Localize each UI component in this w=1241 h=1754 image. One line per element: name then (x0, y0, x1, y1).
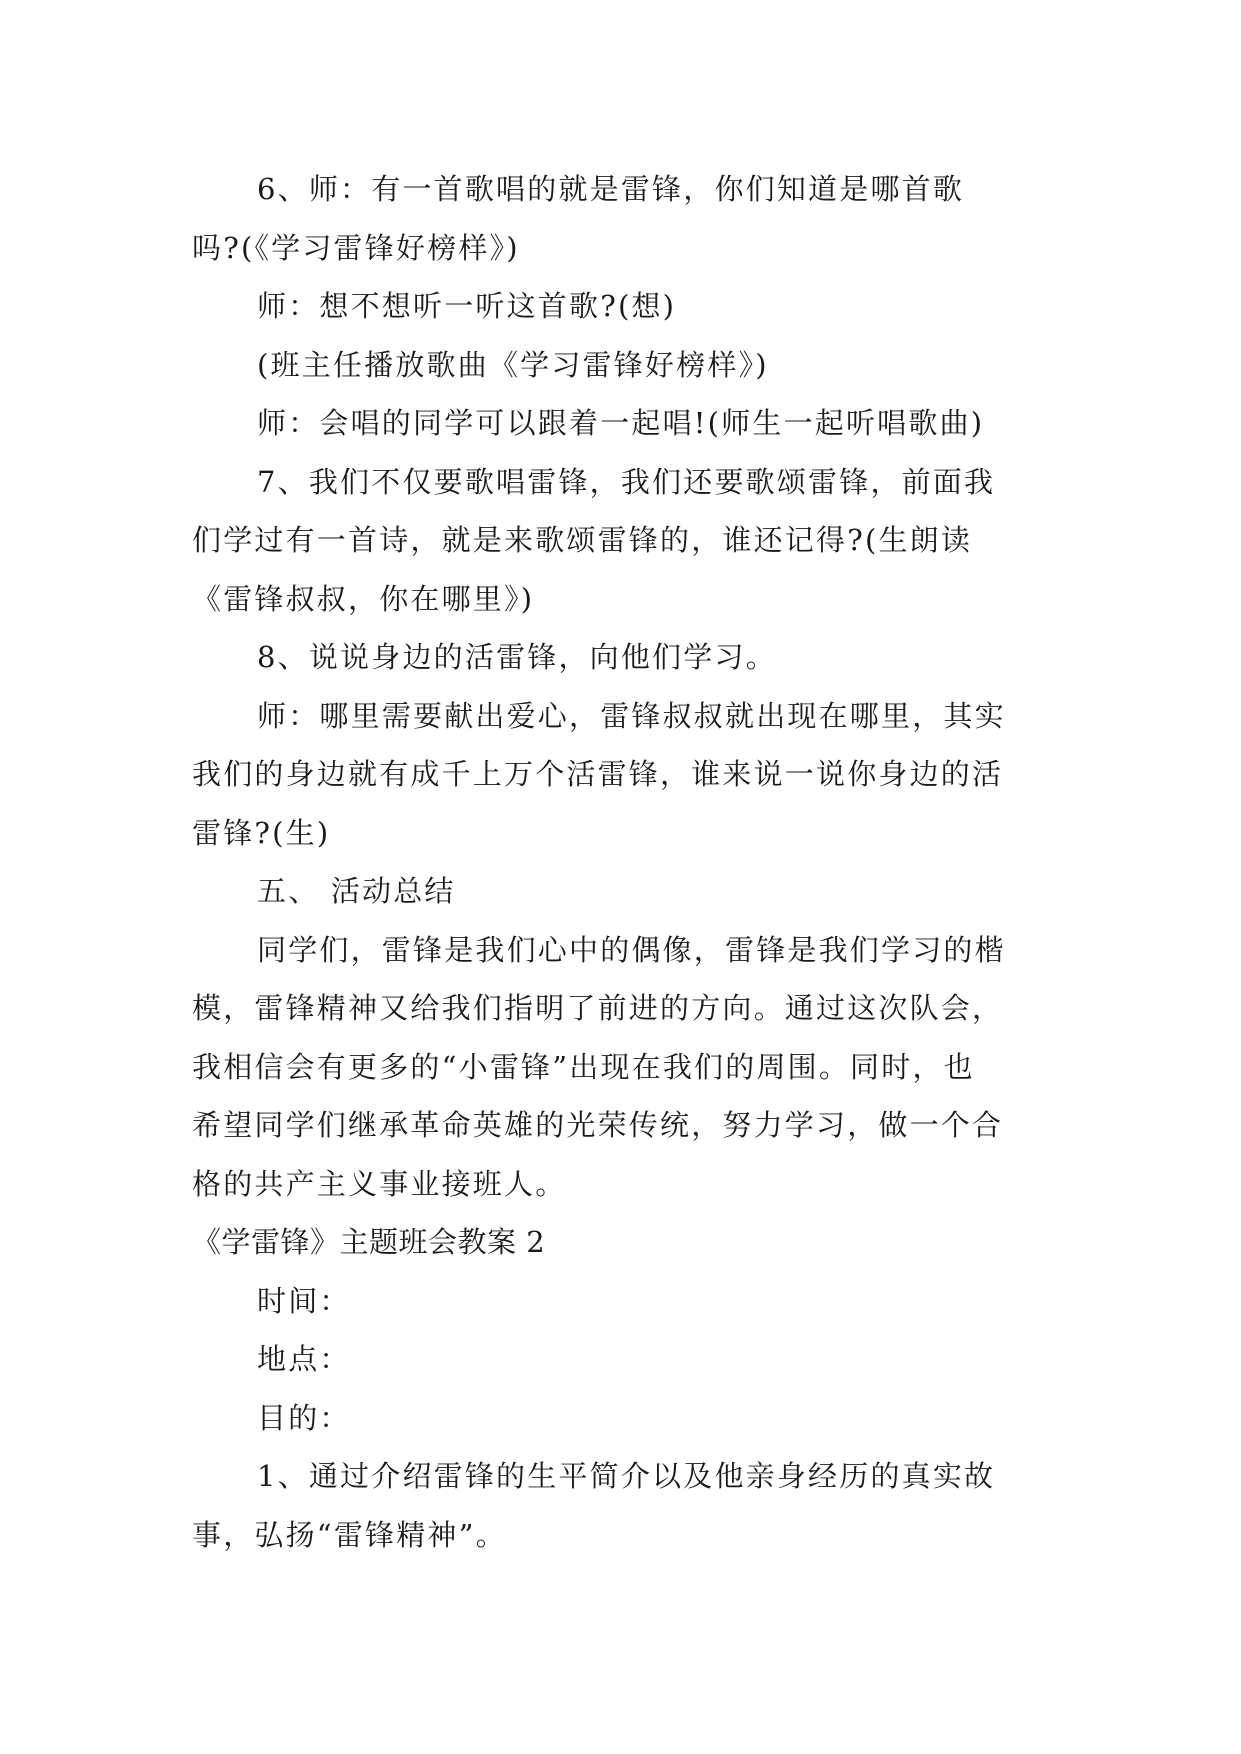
paragraph-line: 师：想不想听一听这首歌?(想) (257, 289, 677, 323)
paragraph-line: 师：会唱的同学可以跟着一起唱!(师生一起听唱歌曲) (257, 406, 985, 440)
paragraph-line: 7、我们不仅要歌唱雷锋，我们还要歌颂雷锋，前面我 (257, 464, 996, 499)
paragraph-line: 格的共产主义事业接班人。 (192, 1166, 567, 1201)
paragraph-line: 同学们，雷锋是我们心中的偶像，雷锋是我们学习的楷 (257, 932, 1006, 967)
paragraph-line: (班主任播放歌曲《学习雷锋好榜样》) (257, 347, 769, 382)
field-label-time: 时间： (257, 1283, 351, 1318)
paragraph-line: 模，雷锋精神又给我们指明了前进的方向。通过这次队会， (192, 991, 1004, 1025)
section-heading: 五、 活动总结 (257, 874, 456, 908)
paragraph-line: 我相信会有更多的“小雷锋”出现在我们的周围。同时，也 (192, 1049, 975, 1084)
paragraph-line: 希望同学们继承革命英雄的光荣传统，努力学习，做一个合 (192, 1108, 1004, 1142)
paragraph-line: 们学过有一首诗，就是来歌颂雷锋的，谁还记得?(生朗读 (192, 523, 973, 557)
paragraph-line: 8、说说身边的活雷锋，向他们学习。 (257, 640, 777, 674)
paragraph-line: 1、通过介绍雷锋的生平简介以及他亲身经历的真实故 (257, 1459, 996, 1493)
field-label-location: 地点： (257, 1342, 351, 1376)
paragraph-line: 6、师：有一首歌唱的就是雷锋，你们知道是哪首歌 (257, 172, 965, 206)
paragraph-line: 雷锋?(生) (192, 815, 331, 850)
paragraph-line: 吗?(《学习雷锋好榜样》) (192, 230, 520, 265)
paragraph-line: 我们的身边就有成千上万个活雷锋，谁来说一说你身边的活 (192, 757, 1004, 791)
paragraph-line: 《雷锋叔叔，你在哪里》) (192, 581, 535, 616)
document-body (192, 160, 1052, 1564)
field-label-purpose: 目的： (257, 1400, 351, 1435)
document-title: 《学雷锋》主题班会教案 2 (192, 1225, 546, 1259)
paragraph-line: 事，弘扬“雷锋精神”。 (192, 1517, 507, 1552)
paragraph-line: 师：哪里需要献出爱心，雷锋叔叔就出现在哪里，其实 (257, 698, 1006, 733)
